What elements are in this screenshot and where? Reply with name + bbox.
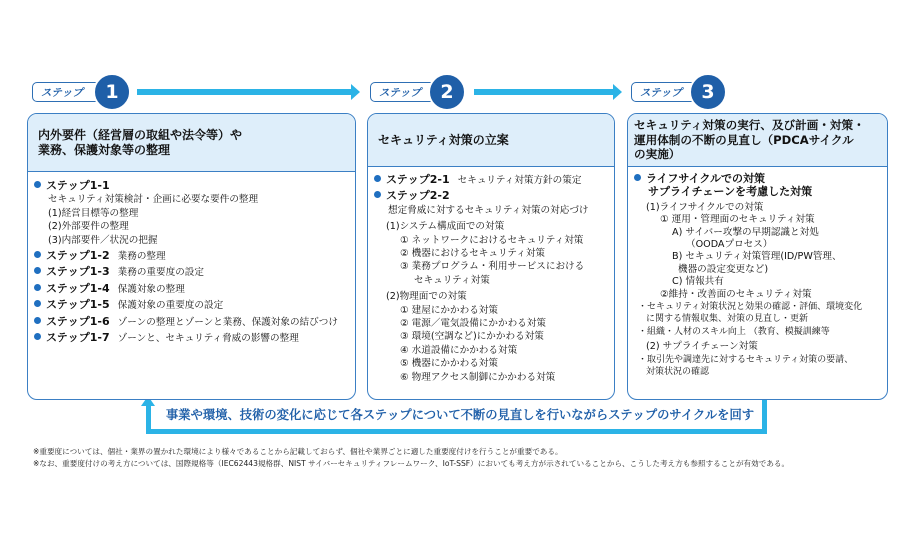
list-item: に関する情報収集、対策の見直し・更新 [646,314,809,325]
substep-title: ステップ1-7 [46,331,110,345]
bullet-icon [34,333,41,340]
substep-title: ステップ1-5 [46,298,110,312]
substep-text: セキュリティ対策方針の策定 [457,175,582,186]
list-item: ① 建屋にかかわる対策 [400,304,498,316]
list-item: 想定脅威に対するセキュリティ対策の対応づけ [388,204,589,216]
list-item: ② 機器におけるセキュリティ対策 [400,248,546,260]
bullet-icon [34,267,41,274]
substep-title: ステップ1-1 [46,179,110,192]
step-2-label: ステップ [370,82,450,102]
step-2-title [368,114,614,167]
bullet-icon [34,251,41,258]
cycle-line [146,404,151,434]
title-line: 内外要件（経営層の取組や法令等）や [38,127,243,142]
list-item: サプライチェーンを考慮した対策 [648,185,813,199]
list-item [34,249,349,263]
substep-title: ステップ2-1 [386,173,450,186]
arrow-right-icon [474,89,614,95]
arrow-right-icon [137,89,352,95]
substep-text: 業務の整理 [117,251,166,263]
cycle-text: 事業や環境、技術の変化に応じて各ステップについて不断の見直しを行いながらステップのサイクルを回す [166,408,755,422]
list-item [34,282,349,296]
step-2-panel [367,113,615,400]
list-item: ① 運用・管理面のセキュリティ対策 [660,214,815,226]
substep-text: ゾーンの整理とゾーンと業務、保護対象の結びつけ [117,316,338,328]
list-item: ③ 環境(空調など)にかかわる対策 [400,331,544,343]
bullet-icon [374,175,381,182]
list-item: ② 電源／電気設備にかかわる対策 [400,318,546,330]
list-item: ③ 業務プログラム・利用サービスにおける [400,261,585,273]
step-3-panel [627,113,888,400]
substep-title: ステップ1-4 [46,281,110,295]
title-line: の実施） [634,147,681,162]
list-item: ⑤ 機器にかかわる対策 [400,358,498,370]
substep-text: ゾーンと、セキュリティ脅威の影響の整理 [117,333,299,345]
title-line: 業務、保護対象等の整理 [38,142,171,157]
list-item: （OODAプロセス） [686,239,773,251]
cycle-line [146,429,767,434]
substep-title: ステップ2-2 [386,189,450,203]
substep-title: ステップ1-3 [46,265,110,279]
step-1-label: ステップ [32,82,112,102]
step-2-number-badge: 2 [428,73,466,111]
list-item: 機器の設定変更など) [678,263,769,275]
step-3-number-badge: 3 [689,73,727,111]
list-item: ・セキュリティ対策状況と効果の確認・評価、環境変化 [638,302,863,313]
list-item: ・組織・人材のスキル向上 （教育、模擬訓練等 [638,326,830,337]
footnote: ※重要度については、個社・業界の置かれた環境により様々であることから記載しておらず、個社や業界ごとに適した重要度付けを行うことが重要である。 [33,447,563,456]
title-line: セキュリティ対策の立案 [378,132,509,147]
step-1-number-badge: 1 [93,73,131,111]
step-1-panel [27,113,356,400]
list-item [34,298,349,312]
title-line: 運用体制の不断の見直し（PDCAサイクル [634,132,854,147]
bullet-icon [374,191,381,198]
list-item: セキュリティ対策検討・企画に必要な要件の整理 [48,194,259,206]
bullet-icon [634,174,641,181]
list-item: (2)物理面での対策 [386,291,467,303]
list-item [34,315,349,329]
list-item: ⑥ 物理アクセス制御にかかわる対策 [400,371,556,383]
list-item: (1)システム構成面での対策 [386,221,505,233]
list-item: 対策状況の確認 [646,367,710,378]
bullet-icon [34,181,41,188]
step-3-label: ステップ [631,82,711,102]
bullet-icon [34,284,41,291]
step-1-title [28,114,355,172]
footnote: ※なお、重要度付けの考え方については、国際規格等（IEC62443規格群、NIST サイバーセキュリティフレームワーク、IoT-SSF）においても考え方が示されていることから、こうした考え方も参照することが有効である。 [33,459,790,468]
list-item: (3)内部要件／状況の把握 [48,234,158,246]
list-item [34,331,349,345]
cycle-line [762,395,767,433]
list-item: (2) サプライチェーン対策 [646,341,758,353]
list-item: C) 情報共有 [672,276,724,288]
list-item: A) サイバー攻撃の早期認識と対処 [672,226,819,238]
substep-title: ステップ1-2 [46,249,110,263]
substep-text: 保護対象の重要度の設定 [117,300,224,312]
list-item: (1)ライフサイクルでの対策 [646,201,764,213]
substep-text: 保護対象の整理 [117,283,185,295]
substep-text: 業務の重要度の設定 [117,267,204,279]
list-item: ②維持・改善面のセキュリティ対策 [660,288,812,300]
list-item: セキュリティ対策 [414,274,490,286]
bullet-icon [34,300,41,307]
list-item: (1)経営目標等の整理 [48,207,139,219]
list-item: B) セキュリティ対策管理(ID/PW管理、 [672,251,842,263]
substep-title: ライフサイクルでの対策 [646,172,766,185]
list-item [34,265,349,279]
step-3-title [628,114,887,167]
list-item: ・取引先や調達先に対するセキュリティ対策の要請、 [638,354,854,365]
list-item [34,179,349,193]
list-item: ④ 水道設備にかかわる対策 [400,344,518,356]
list-item [374,173,608,187]
list-item: (2)外部要件の整理 [48,221,129,233]
list-item [374,189,608,203]
bullet-icon [34,317,41,324]
list-item: ① ネットワークにおけるセキュリティ対策 [400,234,584,246]
title-line: セキュリティ対策の実行、及び計画・対策・ [634,118,865,133]
substep-title: ステップ1-6 [46,314,110,328]
